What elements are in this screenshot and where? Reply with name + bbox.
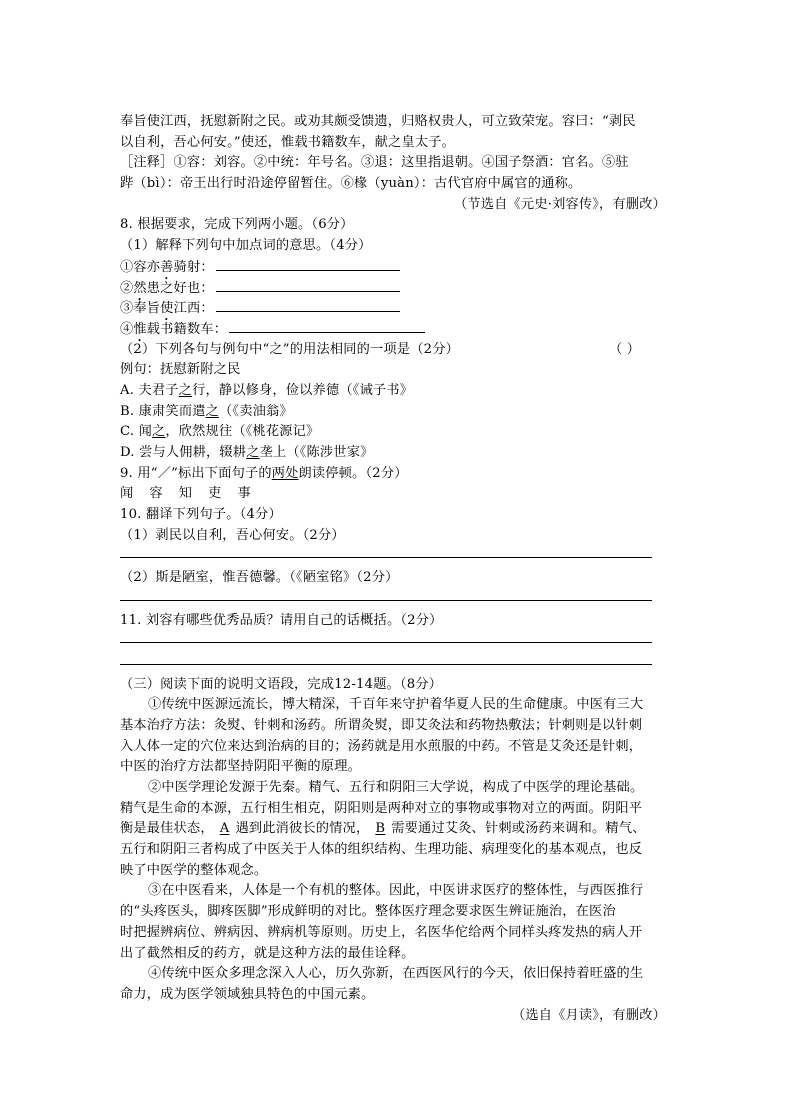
item-text: 载书籍数车： [146, 321, 228, 337]
exam-page [120, 112, 668, 1026]
q8-item [120, 278, 668, 299]
answer-line[interactable] [120, 631, 652, 643]
q8-item [120, 257, 668, 278]
answer-blank[interactable] [216, 278, 400, 292]
para-text: 需要通过艾灸、针刺或汤药来调和。精气、 [391, 821, 646, 837]
item-text: 患之好也： [146, 280, 214, 296]
option-text: A. 夫君子 [120, 382, 179, 398]
item-text: ③奉旨 [120, 301, 161, 317]
q8-sub2 [120, 340, 668, 361]
para1-line: 入人体一定的穴位来达到治病的目的；汤药就是用水煎服的中药。不管是艾灸还是针刺， [120, 738, 643, 754]
para-text: 衡是最佳状态， [120, 821, 214, 837]
para1-line: 基本治疗方法：灸熨、针刺和汤药。所谓灸熨，即艾灸法和药物热敷法；针刺则是以针刺 [120, 717, 643, 733]
answer-line[interactable] [120, 653, 652, 665]
option-text: 行，静以修身，俭以养德（《诫子书》 [192, 382, 414, 398]
annotation-line: 跸（bì）：帝王出行时沿途停留暂住。⑥椽（yuàn）：古代官府中属官的通称。 [120, 176, 582, 192]
option-text: D. 尝与人佣耕，辍耕 [120, 445, 247, 460]
option-text: （《卖油翁》 [219, 403, 293, 419]
q8-sub2-text: （2）下列各句与例句中“之”的用法相同的一项是（2分） [120, 341, 459, 357]
para-text: 遇到此消彼长的情况， [235, 821, 370, 837]
para3-line: 出了截然相反的药方，就是这种方法的最佳诠释。 [120, 945, 415, 961]
para3-line: 的“头疼医头，脚疼医脚”形成鲜明的对比。整体医疗理念要求医生辨证施治，在医治 [120, 904, 616, 920]
underlined-word: 之 [205, 403, 220, 419]
q9-char: 吏 [208, 486, 222, 502]
option-text: B. 康肃笑而遣 [120, 403, 206, 419]
para2-line [120, 819, 668, 840]
option-a [120, 381, 668, 402]
underlined-word: 之 [246, 445, 260, 460]
q11-title: 11. 刘容有哪些优秀品质？请用自己的话概括。（2分） [120, 612, 443, 628]
dotted-word: 使 [160, 301, 174, 317]
option-b [120, 402, 668, 423]
dotted-word: 然 [133, 280, 147, 296]
dotted-word: 善 [160, 259, 174, 275]
blank-b[interactable]: B [375, 821, 386, 837]
blank-a[interactable]: A [219, 821, 230, 837]
para1-line: ①传统中医源远流长，博大精深，千百年来守护着华夏人民的生命健康。中医有三大 [148, 697, 644, 713]
para1-line: 中医的治疗方法都坚持阴阳平衡的原理。 [120, 759, 361, 775]
q9-char: 知 [178, 486, 193, 502]
para4-line: ④传统中医众多理念深入人心，历久弥新，在西医风行的今天，依旧保持着旺盛的生 [148, 966, 644, 982]
item-text: 江西： [173, 301, 214, 317]
q9-text: 9. 用“／”标出下面句子的 [120, 465, 272, 481]
section3-title: （三）阅读下面的说明文语段，完成12-14题。（8分） [120, 676, 443, 692]
q8-item [120, 319, 668, 340]
q8-title: 8. 根据要求，完成下列两小题。（6分） [120, 217, 354, 233]
annotation-line: ［注释］①容：刘容。②中统：年号名。③退：这里指退朝。④国子祭酒：官名。⑤驻 [120, 155, 629, 171]
q9-char: 闻 [120, 486, 134, 502]
option-text: ，欣然规往（《桃花源记》 [165, 424, 320, 440]
dotted-word: 惟 [133, 321, 147, 337]
option-d [120, 443, 668, 464]
answer-blank[interactable] [229, 319, 425, 333]
item-text: ④ [120, 321, 134, 337]
q8-sub1: （1）解释下列句中加点词的意思。（4分） [120, 238, 372, 254]
section3-source: （选自《月读》，有删改） [511, 1007, 666, 1023]
answer-line[interactable] [120, 546, 652, 558]
para2-line: 精气是生命的本源，五行相生相克，阴阳则是两种对立的事物或事物对立的两面。阴阳平 [120, 800, 643, 816]
q9-sentence[interactable] [120, 484, 668, 505]
option-c [120, 422, 668, 443]
q9-text: 朗读停顿。（2分） [298, 465, 408, 481]
para3-line: ③在中医看来，人体是一个有机的整体。因此，中医讲求医疗的整体性，与西医推行 [148, 883, 644, 899]
underlined-word: 两处 [271, 465, 299, 481]
para4-line: 命力，成为医学领域独具特色的中国元素。 [120, 986, 375, 1002]
q8-item [120, 298, 668, 319]
answer-blank[interactable] [216, 257, 400, 271]
passage-line: 奉旨使江西，抚慰新附之民。或劝其颇受馈遗，归赂权贵人，可立致荣宠。容曰：“剥民 [120, 114, 636, 129]
q9-title [120, 464, 668, 485]
underlined-word: 之 [152, 424, 166, 440]
answer-line[interactable] [120, 589, 652, 601]
answer-paren[interactable]: （ ） [608, 341, 641, 357]
item-text: ② [120, 280, 134, 296]
passage-source: （节选自《元史·刘容传》，有删改） [454, 196, 666, 212]
option-text: C. 闻 [120, 424, 152, 440]
passage-line: 以自利，吾心何安。”使还，惟载书籍数车，献之皇太子。 [120, 134, 456, 150]
para3-line: 时把握辨病位、辨病因、辨病机等原则。历史上，名医华佗给两个同样头疼发热的病人开 [120, 924, 643, 940]
q10-title: 10. 翻译下列句子。（4分） [120, 507, 282, 523]
para2-line: 映了中医学的整体观念。 [120, 862, 268, 878]
para2-line: 五行和阴阳三者构成了中医关于人体的组织结构、生理功能、病理变化的基本观点，也反 [120, 842, 643, 858]
option-text: 垄上（《陈涉世家》 [259, 445, 374, 460]
answer-blank[interactable] [216, 298, 400, 312]
q10-s1: （1）剥民以自利，吾心何安。（2分） [120, 527, 345, 543]
para2-line: ②中医学理论发源于先秦。精气、五行和阴阳三大学说，构成了中医学的理论基础。 [148, 780, 644, 795]
q9-char: 容 [149, 486, 163, 502]
q8-example: 例句：抚慰新附之民 [120, 362, 241, 378]
q9-char: 事 [237, 486, 251, 502]
q10-s2: （2）斯是陋室，惟吾德馨。（《陋室铭》（2分） [120, 570, 399, 586]
item-text: 骑射： [173, 259, 214, 275]
item-text: ①容亦 [120, 259, 161, 275]
underlined-word: 之 [178, 382, 193, 398]
